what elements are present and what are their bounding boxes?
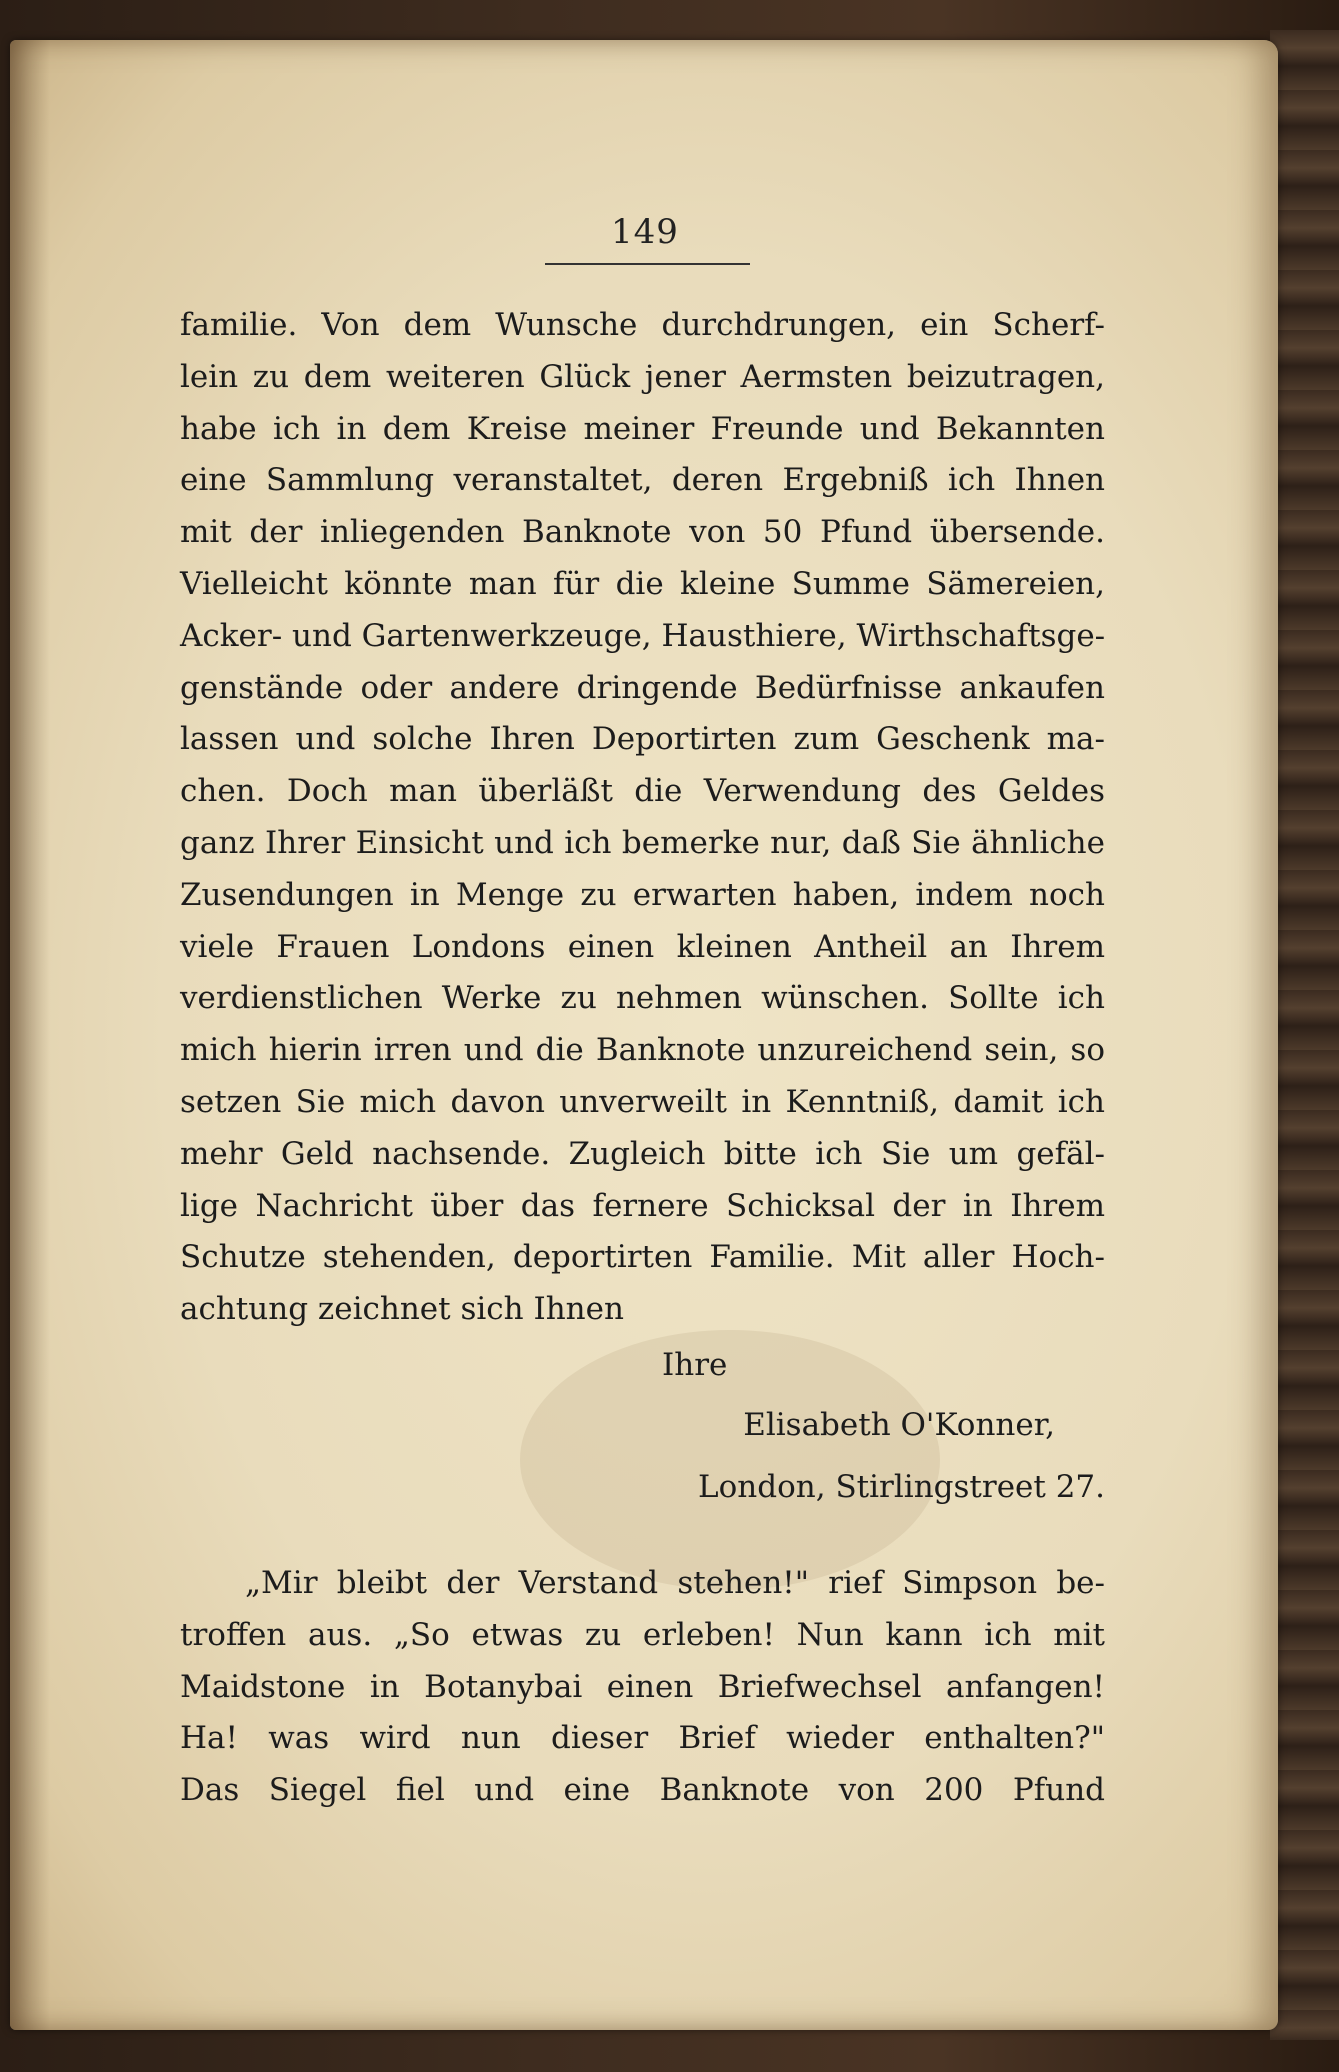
cover-edge bbox=[1270, 30, 1339, 2040]
text-line: habe ich in dem Kreise meiner Freunde und Bekannten bbox=[180, 410, 1105, 447]
text-line: viele Frauen Londons einen kleinen Antheil an Ihrem bbox=[180, 928, 1105, 965]
text-line: genstände oder andere dringende Bedürfnisse ankaufen bbox=[180, 669, 1105, 706]
text-line: ganz Ihrer Einsicht und ich bemerke nur, daß Sie ähnliche bbox=[180, 824, 1105, 861]
page-text bbox=[180, 300, 1105, 1817]
signature-salutation: Ihre bbox=[662, 1346, 728, 1383]
signature-address: London, Stirlingstreet 27. bbox=[698, 1468, 1105, 1505]
gutter-shadow bbox=[10, 40, 50, 2030]
text-line: eine Sammlung veranstaltet, deren Ergebniß ich Ihnen bbox=[180, 462, 1105, 499]
text-line: troffen aus. „So etwas zu erleben! Nun kann ich mit bbox=[180, 1616, 1105, 1653]
text-line: familie. Von dem Wunsche durchdrungen, ein Scherf- bbox=[180, 307, 1105, 343]
signature-name: Elisabeth O'Konner, bbox=[743, 1406, 1055, 1443]
text-line: achtung zeichnet sich Ihnen bbox=[180, 1291, 624, 1328]
text-line: Maidstone in Botanybai einen Briefwechsel anfangen! bbox=[180, 1668, 1105, 1705]
text-line: chen. Doch man überläßt die Verwendung des Geldes bbox=[180, 773, 1105, 810]
text-line: mit der inliegenden Banknote von 50 Pfund übersende. bbox=[180, 514, 1105, 551]
text-line: mehr Geld nachsende. Zugleich bitte ich Sie um gefäl- bbox=[180, 1135, 1105, 1172]
text-line: Acker- und Gartenwerkzeuge, Hausthiere, Wirthschaftsge- bbox=[180, 617, 1106, 654]
text-line: Zusendungen in Menge zu erwarten haben, indem noch bbox=[180, 876, 1105, 913]
text-line: Vielleicht könnte man für die kleine Summe Sämereien, bbox=[180, 565, 1105, 602]
text-line: Ha! was wird nun dieser Brief wieder enthalten?" bbox=[180, 1720, 1105, 1757]
page-number: 149 bbox=[611, 212, 679, 252]
text-line: lige Nachricht über das fernere Schicksal der in Ihrem bbox=[180, 1187, 1105, 1224]
text-line: verdienstlichen Werke zu nehmen wünschen. Sollte ich bbox=[180, 980, 1105, 1017]
text-line: lein zu dem weiteren Glück jener Aermsten beizutragen, bbox=[180, 358, 1105, 395]
text-line: mich hierin irren und die Banknote unzureichend sein, so bbox=[180, 1032, 1105, 1069]
text-line: lassen und solche Ihren Deportirten zum Geschenk ma- bbox=[180, 721, 1105, 758]
text-line: Schutze stehenden, deportirten Familie. Mit aller Hoch- bbox=[180, 1239, 1105, 1276]
header-rule bbox=[545, 263, 750, 265]
text-line: Das Siegel fiel und eine Banknote von 200 Pfund bbox=[180, 1772, 1105, 1809]
text-line: „Mir bleibt der Verstand stehen!" rief Simpson be- bbox=[245, 1564, 1105, 1601]
text-line: setzen Sie mich davon unverweilt in Kenntniß, damit ich bbox=[180, 1083, 1105, 1120]
